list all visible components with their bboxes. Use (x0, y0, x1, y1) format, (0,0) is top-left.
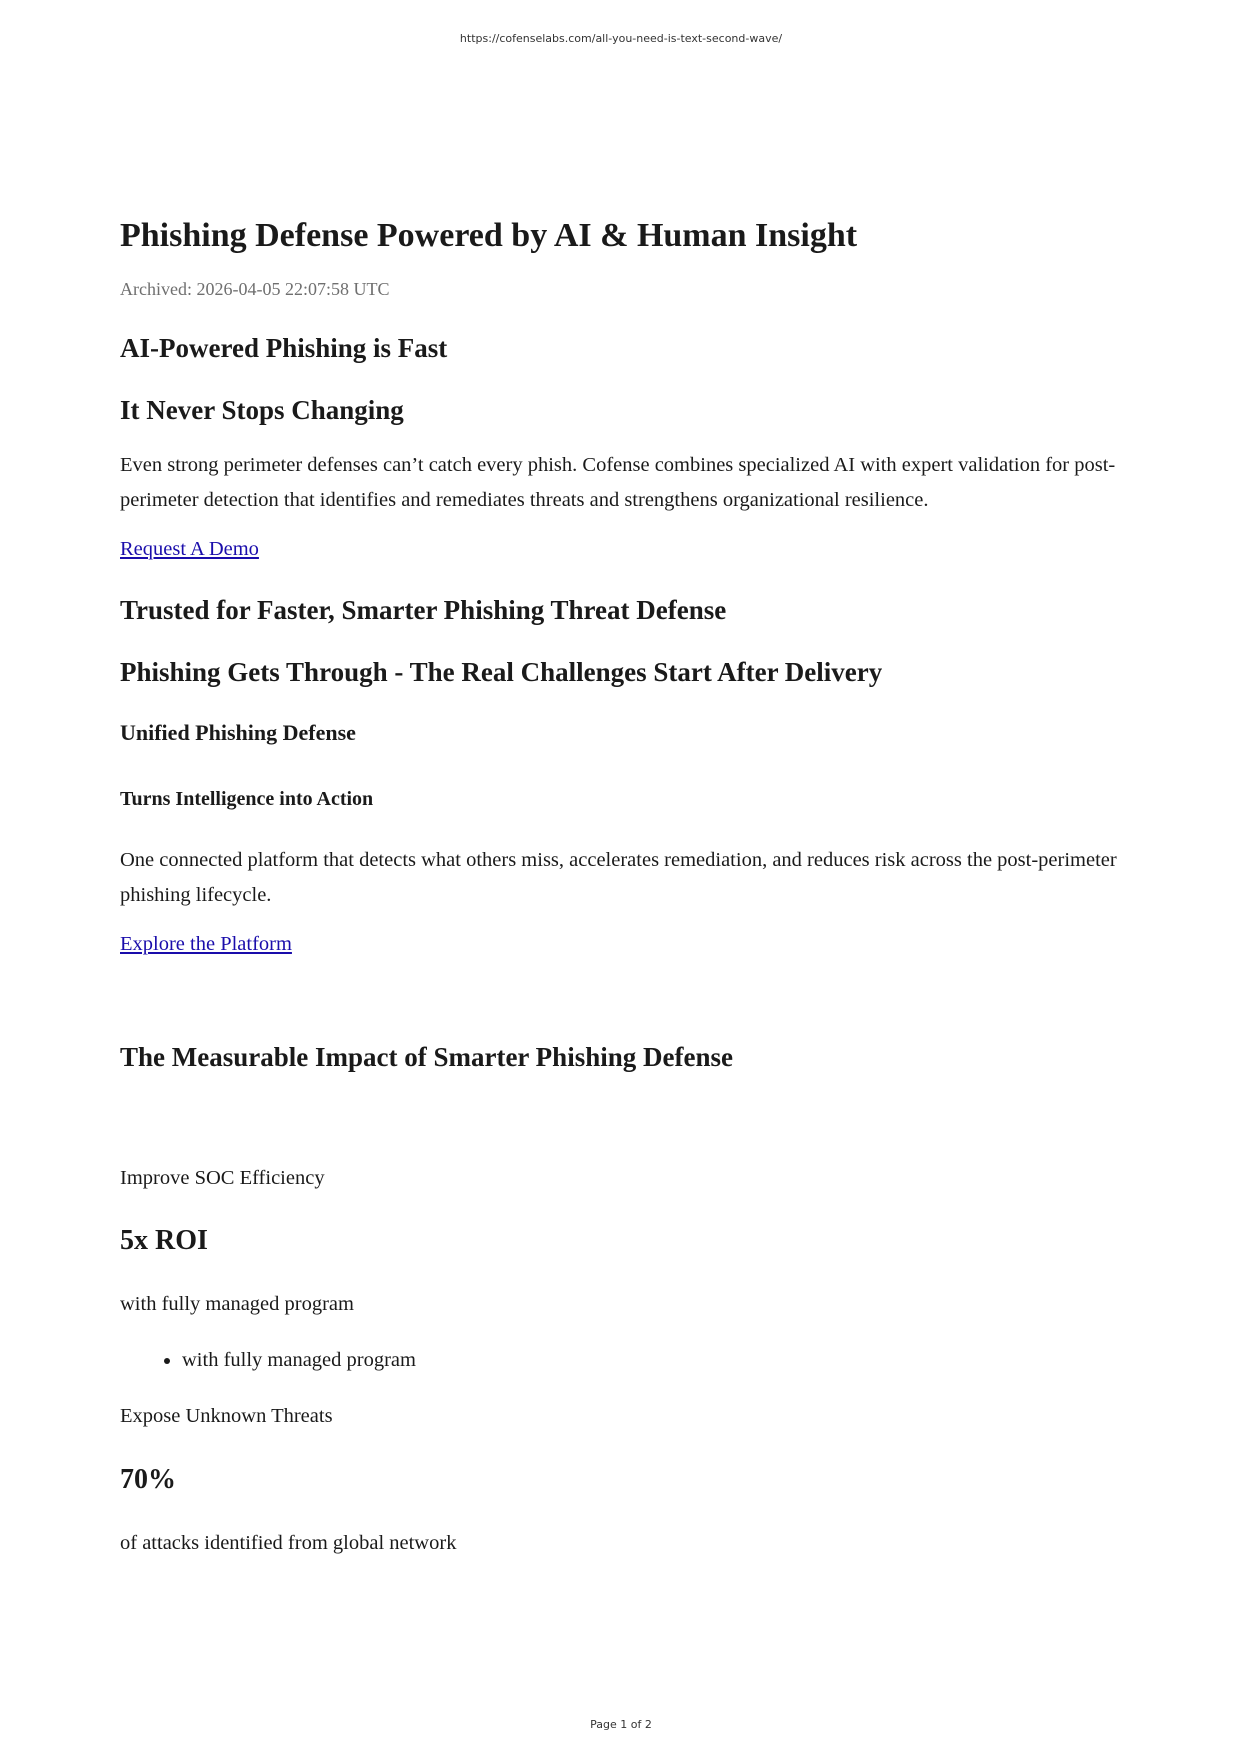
page-number: Page 1 of 2 (590, 1718, 652, 1731)
stat-caption: with fully managed program (120, 1293, 354, 1315)
stat-bullet-list (120, 1345, 1120, 1375)
request-demo-link[interactable]: Request A Demo (120, 538, 259, 560)
challenges-heading: Phishing Gets Through - The Real Challenges Start After Delivery (120, 657, 883, 687)
trusted-heading: Trusted for Faster, Smarter Phishing Threat Defense (120, 595, 727, 625)
stat-soc-efficiency (120, 1163, 1120, 1375)
archived-timestamp: Archived: 2026-04-05 22:07:58 UTC (120, 279, 390, 299)
print-header-url: https://cofenselabs.com/all-you-need-is-text-second-wave/ (459, 32, 783, 45)
impact-heading: The Measurable Impact of Smarter Phishing Defense (120, 1042, 733, 1072)
hero-paragraph: Even strong perimeter defenses can’t catch every phish. Cofense combines specialized AI with expert validation for post-perimeter detection that identifies and remediates threats and strengthens organizational resilience. (120, 454, 1116, 511)
intelligence-action-heading: Turns Intelligence into Action (120, 788, 374, 810)
list-item: • with fully managed program (182, 1345, 1120, 1375)
stat-unknown-threats (120, 1401, 1120, 1558)
hero-heading-changing: It Never Stops Changing (120, 395, 404, 425)
stat-caption: of attacks identified from global network (120, 1532, 457, 1554)
page-title: Phishing Defense Powered by AI & Human Insight (120, 217, 858, 254)
stat-value: 70% (120, 1464, 176, 1495)
hero-heading-fast: AI-Powered Phishing is Fast (120, 333, 448, 363)
article (120, 214, 1120, 1558)
explore-platform-link[interactable]: Explore the Platform (120, 933, 292, 955)
unified-defense-heading: Unified Phishing Defense (120, 720, 356, 745)
stat-label: Expose Unknown Threats (120, 1405, 333, 1427)
stat-value: 5x ROI (120, 1225, 208, 1256)
platform-paragraph: One connected platform that detects what others miss, accelerates remediation, and reduces risk across the post-perimeter phishing lifecycle. (120, 849, 1117, 906)
stat-label: Improve SOC Efficiency (120, 1167, 325, 1189)
